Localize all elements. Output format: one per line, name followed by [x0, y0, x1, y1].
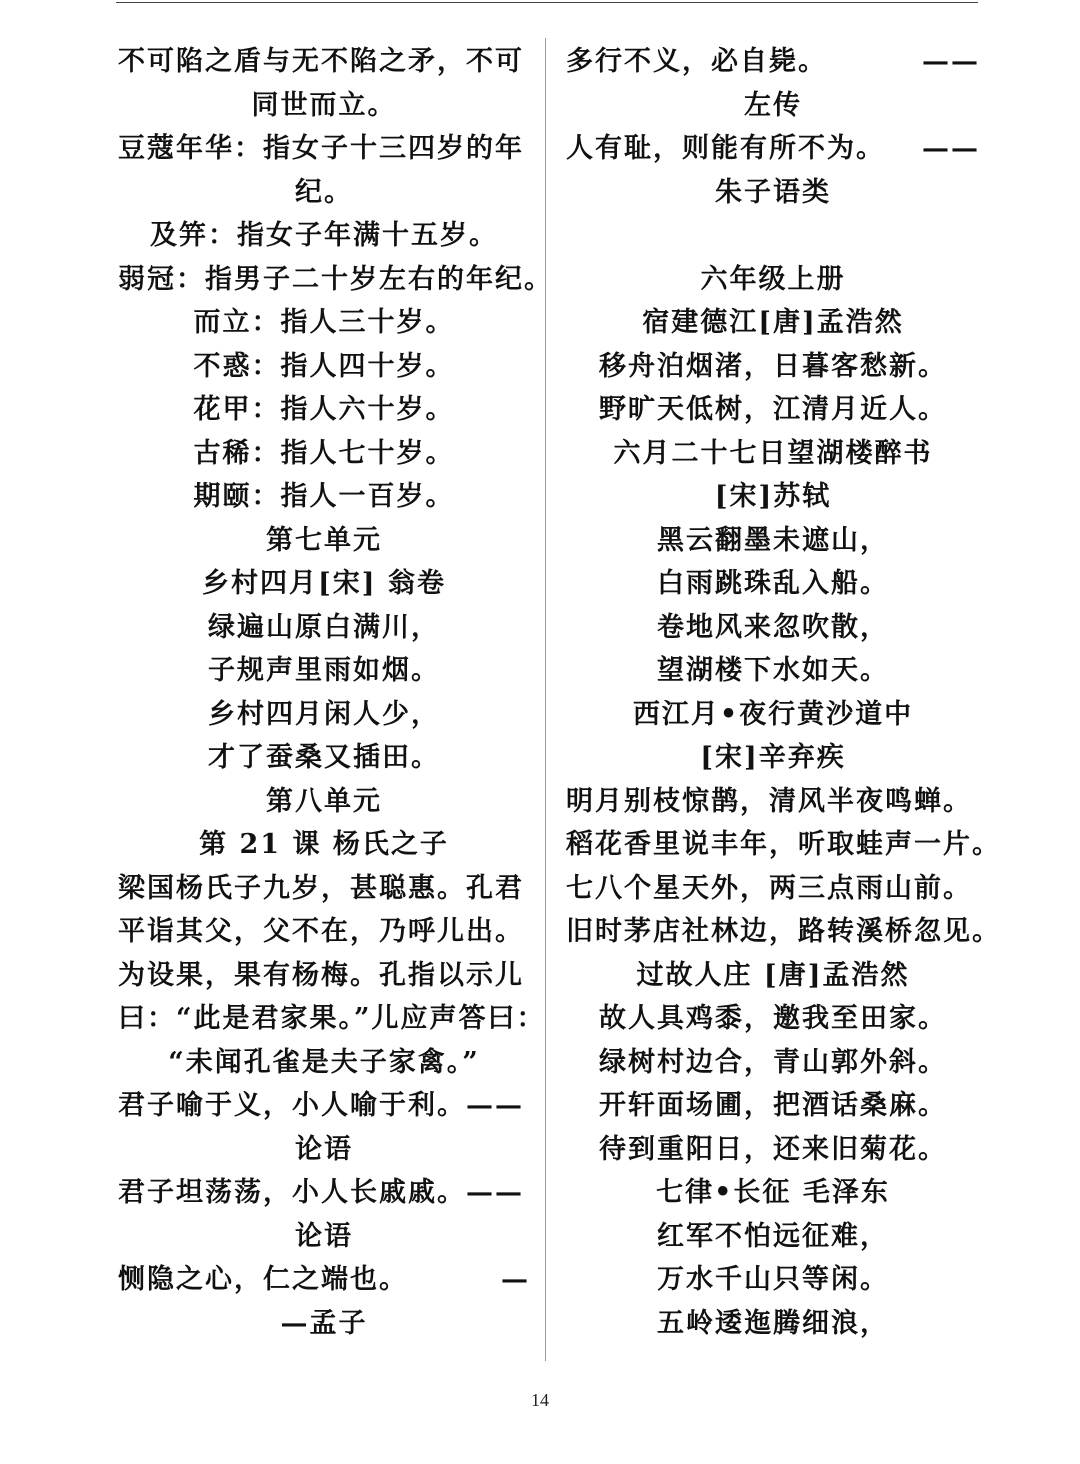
top-rule [116, 2, 978, 3]
text-line: 不可陷之盾与无不陷之矛，不可 [118, 46, 524, 77]
text-line: 万水千山只等闲。 [657, 1264, 889, 1295]
text-line: 及笄：指女子年满十五岁。 [150, 220, 498, 251]
text-line: 弱冠：指男子二十岁左右的年纪。 [118, 263, 553, 295]
text-line: 第 21 课 杨氏之子 [199, 829, 449, 860]
text-line: 望湖楼下水如天。 [657, 655, 889, 686]
text-line-part: 恻隐之心，仁之端也。 [118, 1264, 408, 1295]
text-line-part: — [501, 1264, 530, 1295]
text-line: 第八单元 [266, 785, 382, 817]
text-line: 君子坦荡荡，小人长戚戚。—— [118, 1177, 524, 1208]
text-line-part: —— [922, 133, 980, 164]
text-line: 为设果，果有杨梅。孔指以示儿 [118, 959, 524, 991]
text-line: 花甲：指人六十岁。 [193, 394, 455, 425]
text-line: 故人具鸡黍，邀我至田家。 [599, 1003, 947, 1034]
text-line: 野旷天低树，江清月近人。 [599, 394, 947, 425]
text-line: 六年级上册 [700, 263, 846, 295]
text-line: 明月别枝惊鹊，清风半夜鸣蝉。 [566, 785, 972, 817]
text-line: 五岭逶迤腾细浪， [657, 1307, 889, 1339]
text-line [566, 40, 980, 84]
text-line-part: 人有耻，则能有所不为。 [566, 133, 885, 164]
text-line-part: 多行不义，必自毙。 [566, 46, 827, 77]
text-line: 黑云翻墨未遮山， [657, 524, 889, 556]
text-line: 古稀：指人七十岁。 [193, 437, 455, 469]
text-line: 旧时茅店社林边，路转溪桥忽见。 [566, 916, 1001, 947]
text-line: 开轩面场圃，把酒话桑麻。 [599, 1090, 947, 1121]
text-line: 论语 [295, 1133, 353, 1165]
text-line-part: —— [922, 46, 980, 77]
text-line: 而立：指人三十岁。 [193, 307, 455, 338]
text-line: 过故人庄 [唐]孟浩然 [636, 959, 910, 991]
text-line [566, 214, 980, 258]
text-line: 不惑：指人四十岁。 [193, 350, 455, 382]
text-line: 待到重阳日，还来旧菊花。 [599, 1133, 947, 1165]
text-line: 左传 [744, 89, 802, 121]
text-line: 期颐：指人一百岁。 [193, 481, 455, 512]
text-line: 绿树村边合，青山郭外斜。 [599, 1046, 947, 1078]
text-line: 君子喻于义，小人喻于利。—— [118, 1090, 524, 1121]
text-line: 六月二十七日望湖楼醉书 [613, 437, 933, 469]
text-line: 平诣其父，父不在，乃呼儿出。 [118, 916, 524, 947]
text-line: 乡村四月闲人少， [208, 698, 440, 730]
text-line: 曰：“此是君家果。”儿应声答曰： [118, 1003, 546, 1034]
text-line: 朱子语类 [715, 176, 831, 208]
text-line: [宋]苏轼 [714, 481, 832, 512]
right-column [566, 40, 1001, 1345]
text-line: 论语 [295, 1220, 353, 1252]
text-line: 七八个星天外，两三点雨山前。 [566, 872, 972, 904]
text-line: 宿建德江[唐]孟浩然 [642, 307, 904, 338]
text-line: 七律•长征 毛泽东 [656, 1177, 890, 1208]
text-line: 纪。 [295, 176, 353, 208]
text-line: [宋]辛弃疾 [700, 742, 846, 773]
text-line: 梁国杨氏子九岁，甚聪惠。孔君 [118, 872, 524, 904]
left-column [118, 40, 553, 1345]
page-number: 14 [531, 1390, 549, 1410]
text-line: —孟子 [280, 1307, 368, 1339]
text-line: 卷地风来忽吹散， [657, 611, 889, 643]
text-line: “未闻孔雀是夫子家禽。” [168, 1046, 480, 1078]
text-line: 同世而立。 [251, 89, 397, 121]
column-divider [545, 38, 546, 1361]
text-line: 移舟泊烟渚，日暮客愁新。 [599, 350, 947, 382]
text-line: 白雨跳珠乱入船。 [657, 568, 889, 599]
text-line [566, 127, 980, 171]
text-line: 豆蔻年华：指女子十三四岁的年 [118, 133, 524, 164]
text-line: 才了蚕桑又插田。 [208, 742, 440, 773]
text-line: 西江月•夜行黄沙道中 [632, 698, 914, 730]
text-line: 第七单元 [266, 524, 382, 556]
text-line: 绿遍山原白满川， [208, 611, 440, 643]
text-line: 红军不怕远征难， [657, 1220, 889, 1252]
text-line [118, 1258, 530, 1302]
text-line: 子规声里雨如烟。 [208, 655, 440, 686]
text-line: 乡村四月[宋] 翁卷 [202, 568, 446, 599]
text-line: 稻花香里说丰年，听取蛙声一片。 [566, 829, 1001, 860]
